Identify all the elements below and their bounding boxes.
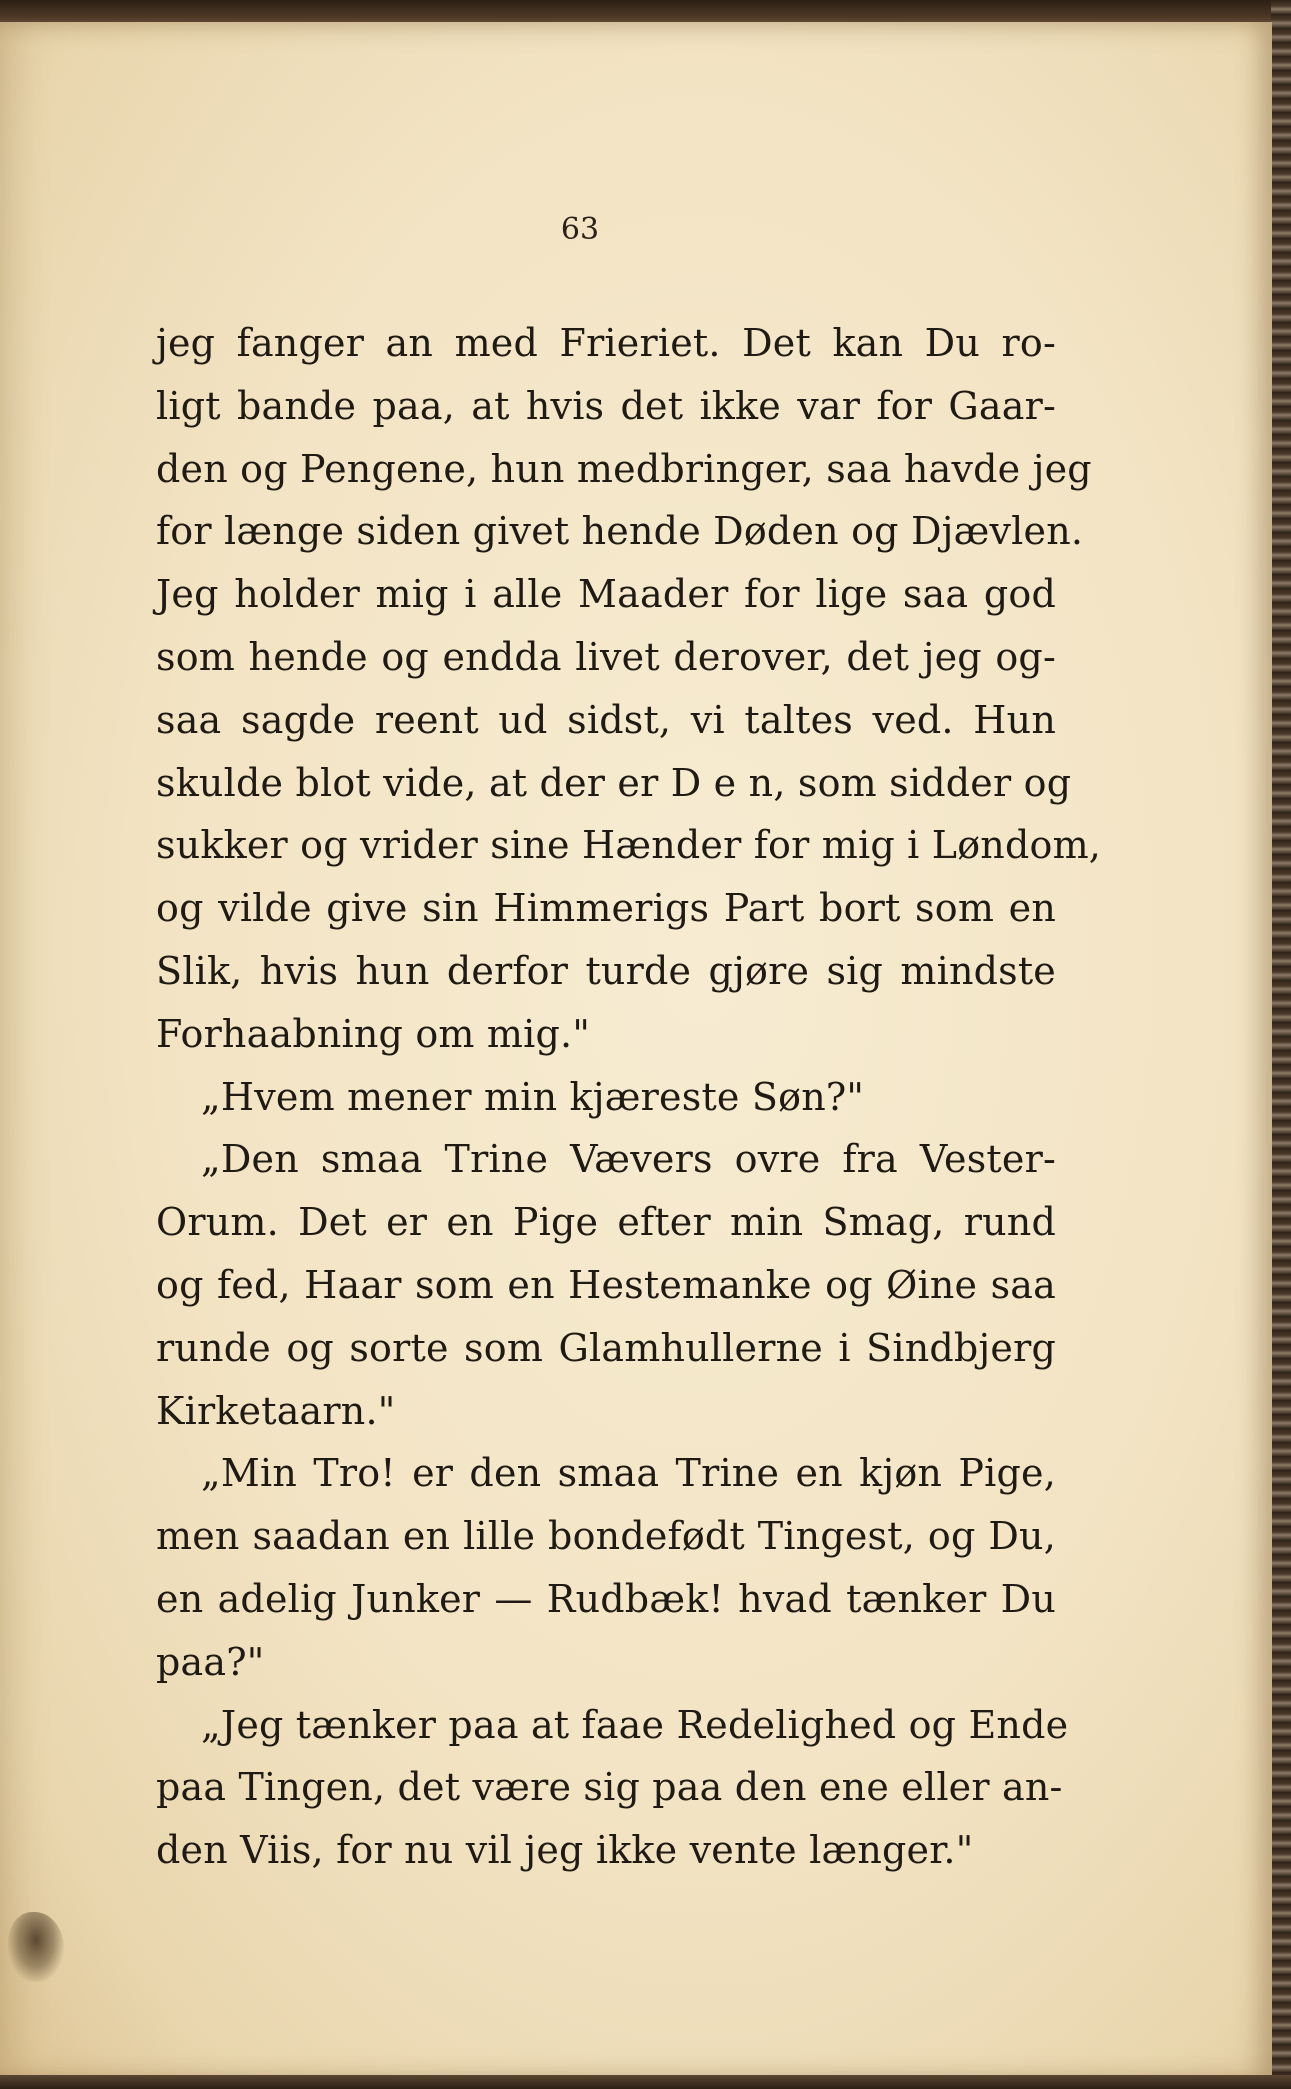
text-line: og vilde give sin Himmerigs Part bort som en bbox=[156, 886, 1056, 931]
text-line: skulde blot vide, at der er D e n, som sidder og bbox=[156, 760, 1072, 805]
text-line: den Viis, for nu vil jeg ikke vente længer." bbox=[156, 1828, 974, 1873]
body-text bbox=[156, 312, 1102, 1882]
book-spine-edge bbox=[1271, 0, 1291, 2089]
text-line: som hende og endda livet derover, det jeg og- bbox=[156, 634, 1056, 679]
text-line: jeg fanger an med Frieriet. Det kan Du ro- bbox=[156, 321, 1056, 365]
book-bottom-edge bbox=[0, 2075, 1291, 2089]
text-line: ligt bande paa, at hvis det ikke var for Gaar- bbox=[156, 383, 1056, 428]
text-line: Kirketaarn." bbox=[156, 1388, 396, 1433]
text-line: paa?" bbox=[156, 1639, 265, 1684]
text-line: en adelig Junker — Rudbæk! hvad tænker Du bbox=[156, 1576, 1056, 1621]
text-line: Slik, hvis hun derfor turde gjøre sig mindste bbox=[156, 948, 1056, 993]
text-line: runde og sorte som Glamhullerne i Sindbjerg bbox=[156, 1325, 1056, 1370]
text-line: paa Tingen, det være sig paa den ene eller an- bbox=[156, 1765, 1063, 1810]
text-line: „Min Tro! er den smaa Trine en kjøn Pige, bbox=[201, 1451, 1056, 1496]
text-line: „Hvem mener min kjæreste Søn?" bbox=[201, 1074, 865, 1119]
text-line: Forhaabning om mig." bbox=[156, 1011, 591, 1056]
text-line: saa sagde reent ud sidst, vi taltes ved. Hun bbox=[156, 697, 1056, 742]
text-line: Jeg holder mig i alle Maader for lige saa god bbox=[156, 572, 1056, 617]
text-line: men saadan en lille bondefødt Tingest, og Du, bbox=[156, 1514, 1056, 1559]
page-number: 63 bbox=[560, 212, 600, 247]
text-line: Orum. Det er en Pige efter min Smag, rund bbox=[156, 1200, 1056, 1245]
text-line: sukker og vrider sine Hænder for mig i Løndom, bbox=[156, 823, 1102, 868]
text-line: „Den smaa Trine Vævers ovre fra Vester- bbox=[201, 1137, 1056, 1182]
book-page bbox=[0, 22, 1272, 2080]
ink-stain bbox=[8, 1912, 64, 1982]
text-line: „Jeg tænker paa at faae Redelighed og Ende bbox=[201, 1702, 1069, 1747]
text-line: og fed, Haar som en Hestemanke og Øine saa bbox=[156, 1262, 1056, 1307]
text-line: for længe siden givet hende Døden og Djævlen. bbox=[156, 509, 1084, 554]
text-line: den og Pengene, hun medbringer, saa havde jeg bbox=[156, 446, 1092, 491]
